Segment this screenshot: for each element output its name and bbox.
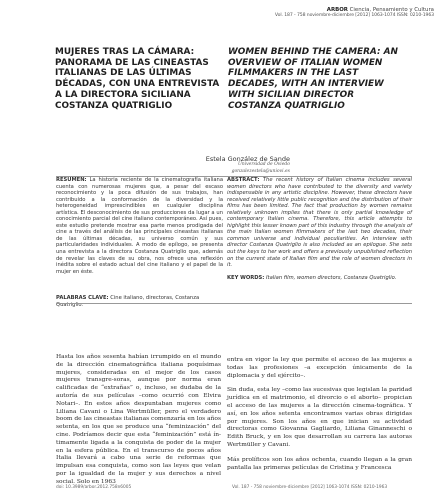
author-affiliation: Universidad de Oviedo [237,162,290,167]
title-english: WOMEN BEHIND THE CAMERA: AN OVERVIEW OF ITALIAN WOMEN FILMMAKERS IN THE LAST DECADES, WITH AN INTERVIEW WITH SICILIAN DIRECTOR COSTANZA QUATRIGLIO [228,47,398,111]
body-paragraph: Más prolíficos son los años ochenta, cuando llegan a la gran pantalla las primeras películas de Cristina y Francesca [227,456,412,471]
footer-doi[interactable]: doi: 10.3989/arbor.2012.758n6005 [56,485,132,490]
abstract-text: The recent history of Italian cinema includes several women directors who have contributed to the diversity and variety indispensable in any artistic discipline. However, these directors have received relatively little public recognition and the distribution of their films has been limited. The fact that production by women remains relatively unknown implies that there is only partial knowledge of contemporary Italian cinema. Therefore, this article attempts to highlight this lesser known part of this industry through the analysis of the main Italian women filmmakers of the last two decades, their common universe and individual peculiarities. An interview with director Costanza Quatriglio is also included as an epilogue. She sets out the keys to her work and offers a previously unpublished reflection on the current state of Italian film and the role of women directors in it. [227,177,412,269]
abstract-label: ABSTRACT: [227,177,260,183]
divider-bottom [56,303,412,304]
resumen-label: RESUMEN: [56,177,87,183]
keywords-en-text: Italian film, women directors, Costanza Quatriglio. [266,275,397,281]
abstract-block [227,177,412,269]
resumen-block [56,177,223,275]
resumen-text: La historia reciente de la cinematografía italiana cuenta con numerosas mujeres que, a pesar del escaso reconocimiento y la poca difusión de sus trabajos, han contribuido a la conformación de la diversidad y la heterogeneidad imprescindibles en cualquier disciplina artística. El desconocimiento de sus producciones da lugar a un conocimiento parcial del cine italiano contemporáneo. Así pues, este estudio pretende mostrar esa parte menos prodigada del cine a través del análisis de las principales cineastas italianas de las últimas décadas, su universo común y sus particularidades individuales. A modo de epílogo, se presenta una entrevista a la directora Costanza Quatriglio que, además de revelar las claves de su obra, nos ofrece una reflexión inédita sobre el estado actual del cine italiano y el papel de la mujer en éste. [56,177,223,275]
journal-meta: Vol. 187 - 758 noviembre-diciembre [2012] 1063-1074 ISSN: 0210-1963 [274,13,434,19]
journal-header [248,7,434,19]
title-spanish: MUJERES TRAS LA CÁMARA: PANORAMA DE LAS CINEASTAS ITALIANAS DE LAS ÚLTIMAS DÉCADAS, CON UNA ENTREVISTA A LA DIRECTORA SICILIANA COSTANZA QUATRIGLIO [55,47,220,111]
journal-name: ARBOR [326,7,348,13]
author-email[interactable]: gonzalezestela@uniovi.es [231,168,290,174]
body-text-right [227,357,412,479]
body-paragraph: Sin duda, esta ley –como las sucesivas que legislan la paridad jurídica en el matrimonio, el divorcio o el aborto– propician el acceso de las mujeres a la dirección cinema-tográfica. Y así, en los años setenta encontramos varias obras dirigidas por mujeres. Son los años en que inician su actividad directoras como Giovanna Gagliardo, Liliana Ginanneschi o Edith Bruck, y en los que desarrollan su carrera las autoras Wertmüller y Cavani. [227,387,412,448]
keywords-spanish [56,295,226,308]
keywords-es-text: Cine italiano, directoras, Costanza Quatriglio. [56,295,200,308]
footer-meta: Vol. 187 - 758 noviembre-diciembre [2012] 1063-1074 ISSN: 0210-1963 [232,485,388,490]
keywords-es-label: PALABRAS CLAVE: [56,295,109,301]
author-name: Estela González de Sande [205,155,290,163]
keywords-en-label: KEY WORDS: [227,275,265,281]
body-paragraph: entra en vigor la ley que permite el acceso de las mujeres a todas las profesiones –a excepción únicamente de la diplomacia y del ejército–. [227,357,412,379]
body-text-left: Hasta los años sesenta habían irrumpido en el mundo de la dirección cinematográfica italiana poquísimas mujeres, consideradas en el mejor de los casos mujeres transgre-soras, aunque por norma eran calificadas de “extrañas” o, incluso, se dudaba de la autoría de sus películas –como ocurrió con Elvira Notari–. En estos años despuntaban mujeres como Liliana Cavani o Lina Wertmüller, pero el verdadero boom de las cineastas italianas comenzaría en los años setenta, en los que se produce una “feminización” del cine. Podríamos decir que esta “feminización” está ín-timamente ligada a la conquista de poder de la mujer en la esfera pública. En el transcurso de pocos años Italia llevará a cabo una serie de reformas que impulsan esa conquista, como son las leyes que velan por la igualdad de la mujer y sus derechos a nivel social. Solo en 1963 [56,354,221,485]
journal-subtitle: Ciencia, Pensamiento y Cultura [349,7,434,13]
keywords-english [227,275,412,282]
author-affiliation-block [230,162,290,176]
